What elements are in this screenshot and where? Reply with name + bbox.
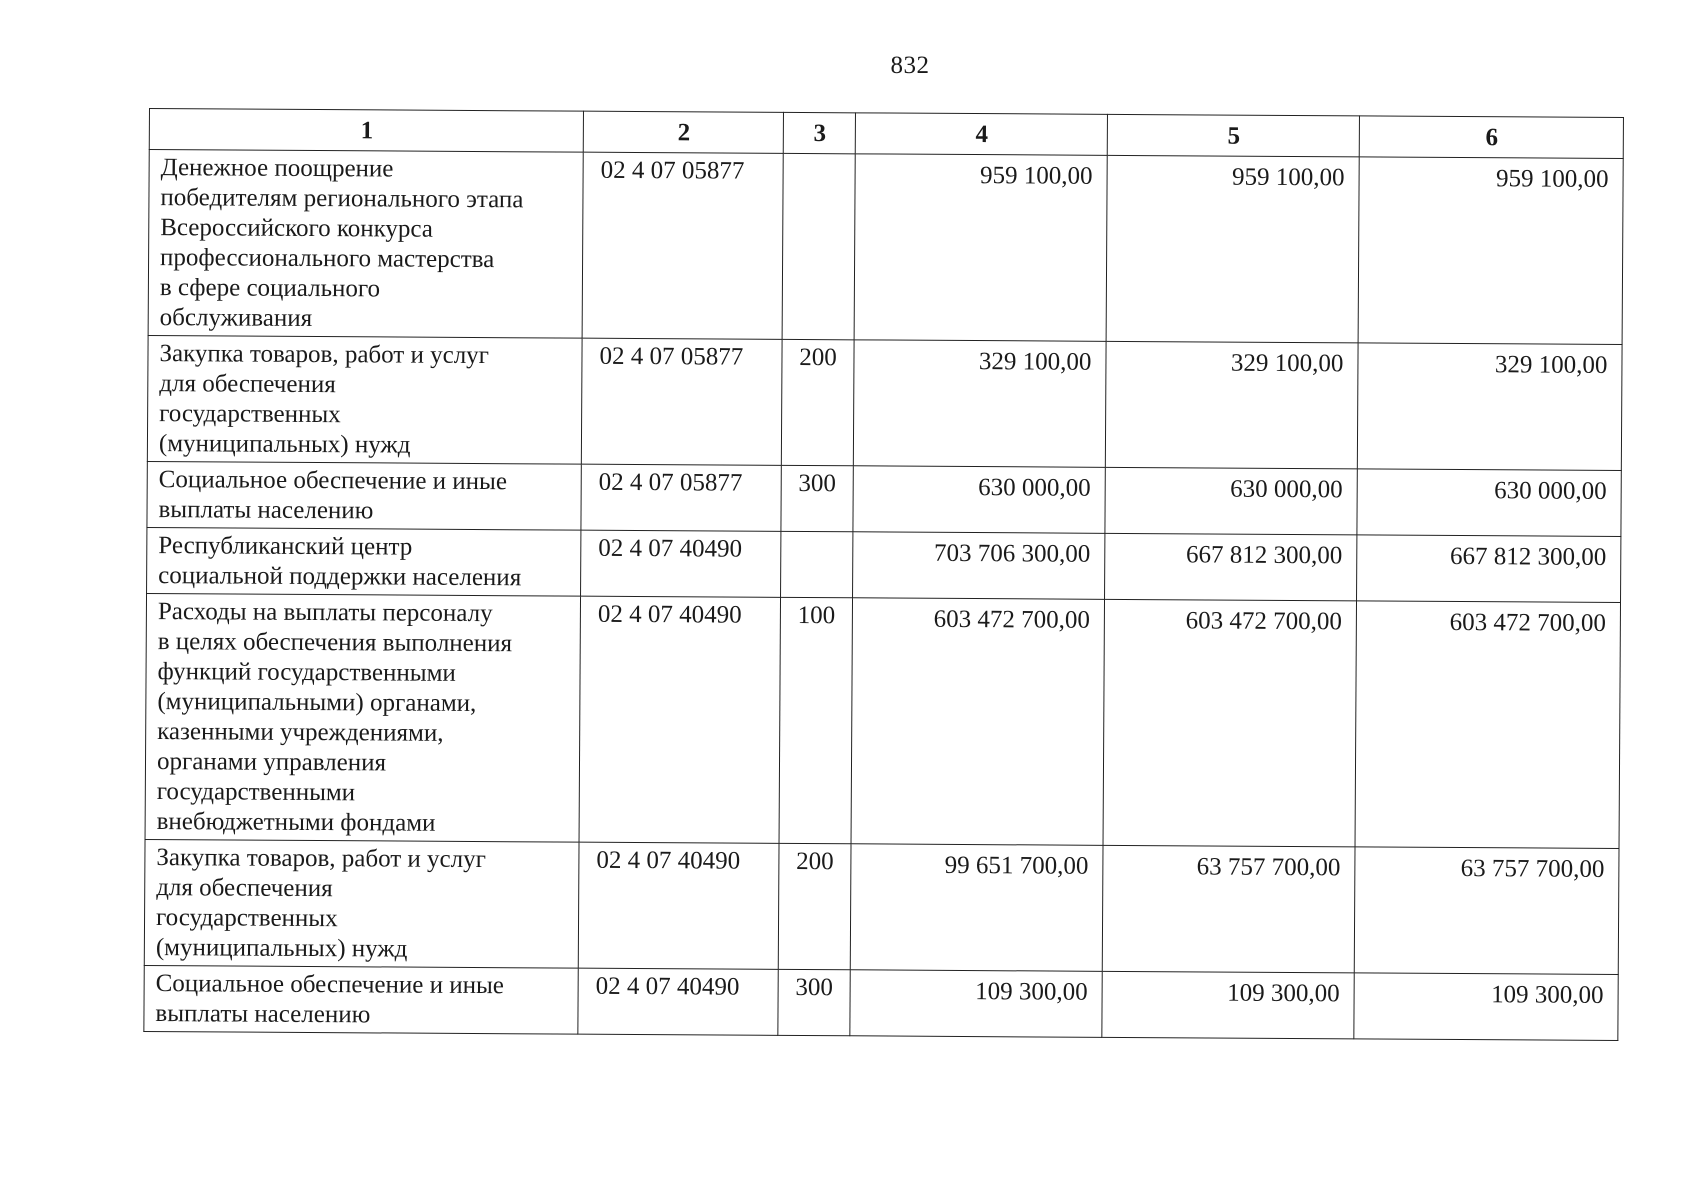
table-row	[144, 839, 1619, 974]
row-amount-5: 329 100,00	[1105, 341, 1358, 469]
column-header-3: 3	[783, 112, 855, 153]
row-amount-5: 667 812 300,00	[1105, 533, 1357, 601]
row-amount-4: 959 100,00	[854, 154, 1107, 342]
row-amount-5: 109 300,00	[1102, 971, 1354, 1039]
row-code: 02 4 07 40490	[578, 842, 779, 969]
column-header-5: 5	[1107, 114, 1359, 157]
table-row	[145, 593, 1620, 848]
row-amount-4: 630 000,00	[853, 466, 1105, 534]
row-name: Социальное обеспечение и иные выплаты населению	[144, 965, 578, 1034]
row-type: 300	[781, 465, 853, 531]
row-code: 02 4 07 05877	[581, 464, 781, 531]
column-header-1: 1	[149, 109, 583, 153]
row-code: 02 4 07 05877	[582, 152, 783, 339]
row-amount-6: 630 000,00	[1357, 469, 1621, 537]
row-code: 02 4 07 40490	[579, 596, 780, 843]
row-amount-4: 703 706 300,00	[853, 532, 1105, 600]
row-type	[781, 531, 853, 597]
table-row	[144, 965, 1618, 1040]
row-amount-6: 109 300,00	[1354, 973, 1618, 1041]
page-number: 832	[890, 52, 930, 79]
table-row	[148, 150, 1623, 345]
table-row	[147, 335, 1622, 470]
row-name: Расходы на выплаты персоналу в целях обеспечения выполнения функций государственными (муниципальными) органами, казенными учреждениями, органами управления государственными внебюджетными фондами	[145, 593, 580, 842]
row-amount-6: 63 757 700,00	[1354, 847, 1619, 975]
row-amount-4: 109 300,00	[850, 970, 1102, 1038]
row-type: 300	[778, 969, 850, 1035]
row-amount-6: 603 472 700,00	[1355, 601, 1620, 849]
row-amount-5: 630 000,00	[1105, 467, 1357, 535]
budget-table	[143, 108, 1624, 1041]
row-name: Социальное обеспечение и иные выплаты населению	[147, 461, 581, 530]
row-amount-6: 329 100,00	[1357, 343, 1622, 471]
row-type: 200	[781, 339, 854, 465]
row-amount-4: 329 100,00	[853, 340, 1106, 468]
row-type: 200	[778, 843, 851, 969]
row-type: 100	[779, 597, 853, 843]
column-header-4: 4	[855, 113, 1107, 156]
column-header-6: 6	[1359, 116, 1623, 159]
row-amount-6: 667 812 300,00	[1357, 535, 1621, 603]
row-amount-6: 959 100,00	[1358, 157, 1623, 345]
row-amount-5: 959 100,00	[1106, 155, 1359, 343]
row-amount-4: 99 651 700,00	[850, 844, 1103, 972]
row-name: Республиканский центр социальной поддержки населения	[147, 527, 581, 596]
row-name: Денежное поощрение победителям регионального этапа Всероссийского конкурса профессионального мастерства в сфере социального обслуживания	[148, 150, 583, 339]
table-row	[147, 527, 1621, 602]
row-amount-5: 603 472 700,00	[1103, 599, 1356, 847]
row-code: 02 4 07 40490	[581, 530, 781, 597]
column-header-2: 2	[583, 111, 783, 153]
row-code: 02 4 07 05877	[581, 338, 782, 465]
row-name: Закупка товаров, работ и услуг для обеспечения государственных (муниципальных) нужд	[147, 335, 582, 464]
table-row	[147, 461, 1621, 536]
row-name: Закупка товаров, работ и услуг для обеспечения государственных (муниципальных) нужд	[144, 839, 579, 968]
row-amount-4: 603 472 700,00	[851, 598, 1104, 846]
row-amount-5: 63 757 700,00	[1102, 845, 1355, 973]
row-code: 02 4 07 40490	[578, 968, 778, 1035]
row-type	[782, 153, 855, 339]
